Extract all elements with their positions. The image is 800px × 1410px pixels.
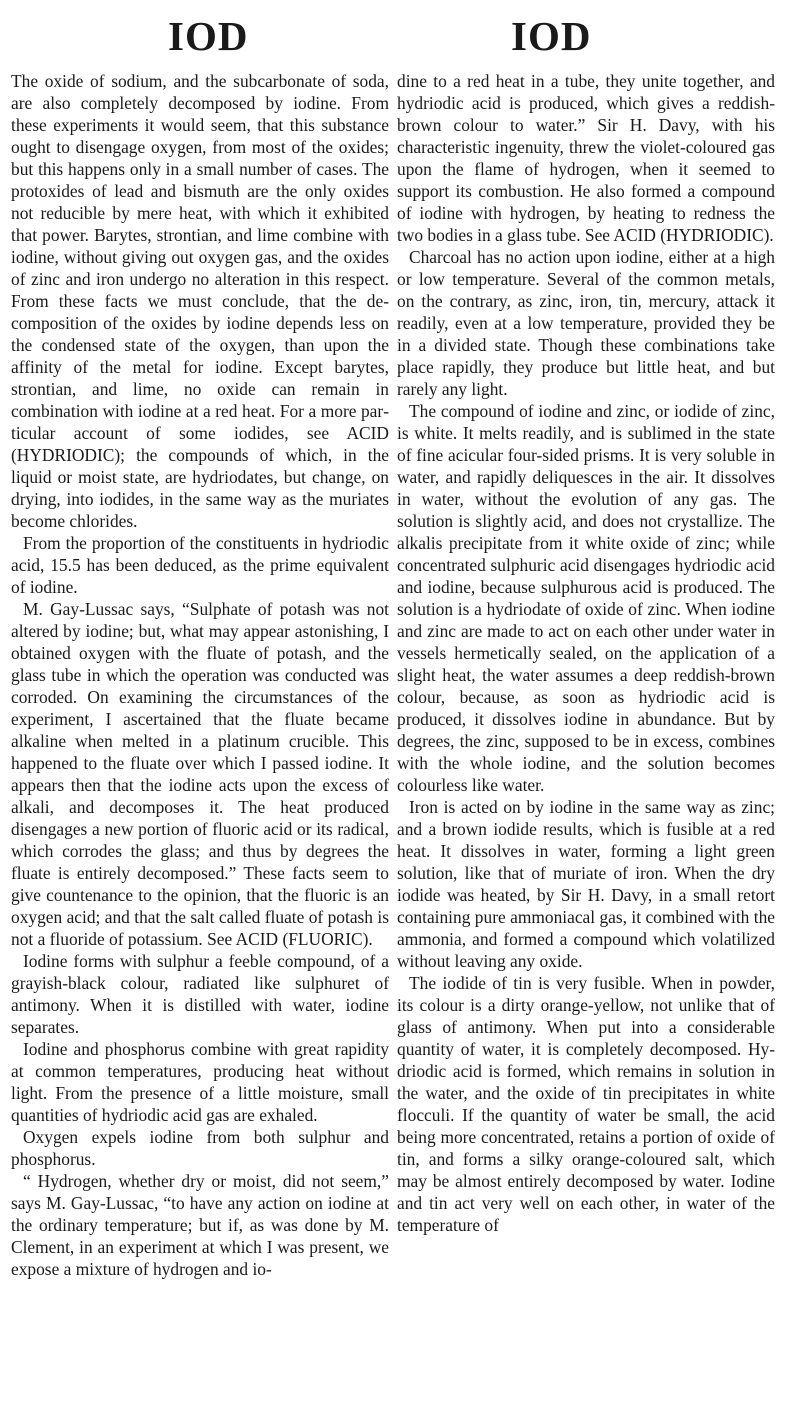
left-column bbox=[11, 70, 389, 1280]
header-left-word: IOD bbox=[168, 13, 249, 59]
paragraph: Iron is acted on by iodine in the same way as zinc; and a brown iodide results, which is fusible at a red heat. It dissolves in water, forming a light green solution, like that of muriate of iron. When the dry iodide was heated, by Sir H. Davy, in a small retort containing pure ammoniacal gas, it combined with the ammonia, and formed a compound which volatilized without leaving any oxide. bbox=[397, 797, 775, 971]
running-header bbox=[0, 8, 800, 64]
paragraph: From the proportion of the constituents in hydriodic acid, 15.5 has been deduced, as the prime equivalent of iodine. bbox=[11, 533, 389, 597]
right-column bbox=[397, 70, 775, 1236]
paragraph: Iodine and phosphorus combine with great rapidity at common temperatures, producing heat without light. From the presence of a little moisture, small quantities of hydriodic acid gas are exhaled. bbox=[11, 1039, 389, 1125]
paragraph: Charcoal has no action upon iodine, either at a high or low temperature. Several of the common metals, on the contrary, as zinc, iron, tin, mercury, attack it readily, even at a low temperature, provided they be in a divided state. Though these combinations take place rapidly, they produce but little heat, and but rarely any light. bbox=[397, 247, 775, 399]
paragraph: Iodine forms with sulphur a feeble compound, of a grayish-black colour, radiated like sulphuret of antimony. When it is distilled with water, iodine separates. bbox=[11, 951, 389, 1037]
paragraph: The compound of iodine and zinc, or iodide of zinc, is white. It melts readily, and is sublimed in the state of fine acicular four-sided prisms. It is very soluble in water, and rapidly deliquesces in the air. It dissolves in water, without the evolution of any gas. The solution is slightly acid, and does not crystallize. The alkalis precipitate from it white oxide of zinc; while concentrated sulphuric acid disengages hydriodic acid and iodine, because sulphurous acid is produced. The solution is a hydriodate of oxide of zinc. When iodine and zinc are made to act on each other under water in vessels hermetically sealed, on the application of a slight heat, the water assumes a deep reddish-brown colour, because, as soon as hydriodic acid is produced, it dissolves iodine in abundance. But by degrees, the zinc, supposed to be in excess, combines with the whole iodine, and the solution becomes colourless like water. bbox=[397, 401, 775, 795]
paragraph: The iodide of tin is very fusible. When in powder, its colour is a dirty orange-yellow, not unlike that of glass of antimony. When put into a considerable quantity of water, it is completely decomposed. Hydriodic acid is formed, which remains in solution in the water, and the oxide of tin precipitates in white flocculi. If the quantity of water be small, the acid being more concentrated, retains a portion of oxide of tin, and forms a silky orange-coloured salt, which may be almost entirely decomposed by water. Iodine and tin act very well on each other, in water of the temperature of bbox=[397, 973, 775, 1235]
paragraph: The oxide of sodium, and the subcarbonate of soda, are also completely decomposed by iodine. From these experiments it would seem, that this substance ought to disengage oxygen, from most of the oxides; but this happens only in a small number of cases. The protoxides of lead and bismuth are the only oxides not reducible by mere heat, with which it exhibited that power. Barytes, strontian, and lime combine with iodine, without giving out oxygen gas, and the oxides of zinc and iron undergo no alteration in this respect. From these facts we must conclude, that the decomposition of the oxides by iodine depends less on the condensed state of the oxygen, than upon the affinity of the metal for iodine. Except barytes, strontian, and lime, no oxide can remain in combination with iodine at a red heat. For a more particular account of some iodides, see ACID (HYDRIODIC); the compounds of which, in the liquid or moist state, are hydriodates, but change, on drying, into iodides, in the same way as the muriates become chlorides. bbox=[11, 71, 389, 531]
paragraph: M. Gay-Lussac says, “Sulphate of potash was not altered by iodine; but, what may appear astonishing, I obtained oxygen with the fluate of potash, and the glass tube in which the operation was conducted was corroded. On examining the circumstances of the experiment, I ascertained that the fluate became alkaline when melted in a platinum crucible. This happened to the fluate over which I passed iodine. It appears then that the iodine acts upon the excess of alkali, and decomposes it. The heat produced disengages a new portion of fluoric acid or its radical, which corrodes the glass; and thus by degrees the fluate is entirely decomposed.” These facts seem to give countenance to the opinion, that the fluoric is an oxygen acid; and that the salt called fluate of potash is not a fluoride of potassium. See ACID (FLUORIC). bbox=[11, 599, 389, 949]
paragraph: Oxygen expels iodine from both sulphur and phosphorus. bbox=[11, 1127, 389, 1169]
paragraph: “ Hydrogen, whether dry or moist, did not seem,” says M. Gay-Lussac, “to have any action on iodine at the ordinary temperature; but if, as was done by M. Clement, in an experiment at which I was present, we expose a mixture of hydrogen and io- bbox=[11, 1171, 389, 1279]
paragraph: dine to a red heat in a tube, they unite together, and hydriodic acid is produced, which gives a reddish-brown colour to water.” Sir H. Davy, with his characteristic ingenuity, threw the violet-coloured gas upon the flame of hydrogen, when it seemed to support its combustion. He also formed a compound of iodine with hydrogen, by heating to redness the two bodies in a glass tube. See ACID (HYDRIODIC). bbox=[397, 71, 775, 245]
header-right-word: IOD bbox=[511, 13, 592, 59]
